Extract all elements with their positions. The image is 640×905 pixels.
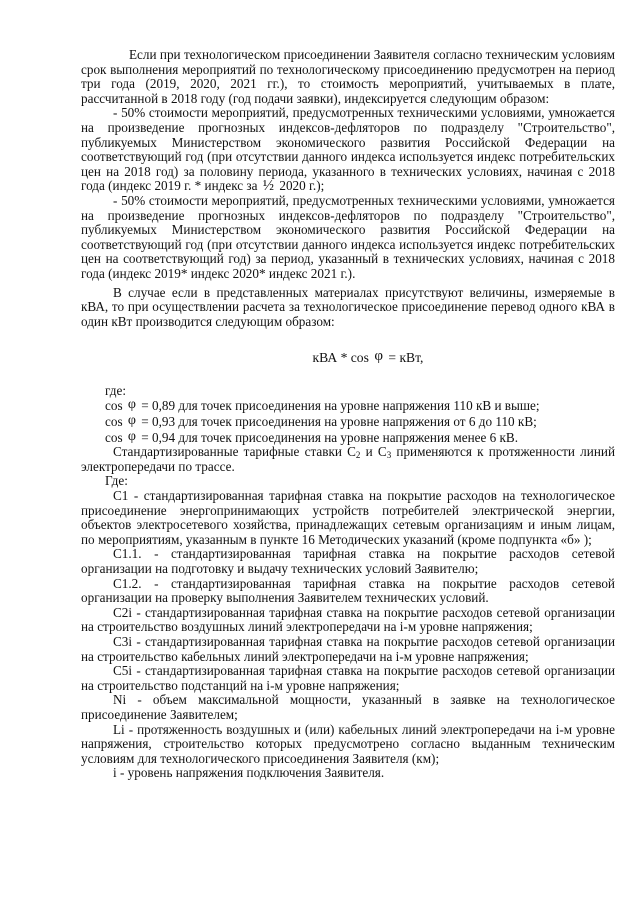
definition-c1-2: С1.2. - стандартизированная тарифная ставка на покрытие расходов сетевой организации на проверку выполнения Заявителем технических условий. [81,575,615,606]
one-half-fraction: ½ [262,178,275,195]
definition-ni: Ni - объем максимальной мощности, указанный в заявке на технологическое присоединение Заявителем; [81,692,615,722]
paragraph-half-period [81,106,615,194]
paragraph-half-period-text: - 50% стоимости мероприятий, предусмотренных техническими условиями, умножается на произведение прогнозных индексов-дефляторов по подразделу "Строительство", публикуемых Министерством экономического развития Российской Федерации на соответствующий год (при отсутствии данного индекса используется индекс потребительских цен на 2018 год) за половину периода, указанного в технических условиях, начиная с 2018 года (индекс 2019 г. * индекс за [81,105,615,194]
formula-right: = кВт, [388,350,424,366]
formula-left: кВА * cos [312,350,369,366]
paragraph-indexation-intro: Если при технологическом присоединении Заявителя согласно техническим условиям срок выполнения мероприятий по технологическому присоединению предусмотрен на период три года (2019, 2020, 2021 гг.), то стоимость мероприятий, учитываемых в плате, рассчитанной в 2018 году (год подачи заявки), индексируется следующим образом: [81,47,615,106]
definition-c1-1: С1.1. - стандартизированная тарифная ставка на покрытие расходов сетевой организации на подготовку и выдачу технических условий Заявителю; [81,546,615,576]
tariff-rates-text-c: применяются к протяженности линий электропередачи по трассе. [81,444,615,474]
paragraph-tariff-rates [81,445,615,474]
definition-c2i: С2i - стандартизированная тарифная ставка на покрытие расходов сетевой организации на строительство воздушных линий электропередачи на i-м уровне напряжения; [81,604,615,635]
definition-c5i: С5i - стандартизированная тарифная ставка на покрытие расходов сетевой организации на строительство подстанций на i-м уровне напряжения; [81,663,615,693]
definition-li: Li - протяженность воздушных и (или) кабельных линий электропередачи на i-м уровне напряжения, строительство которых предусмотрено согласно выданным техническим условиям для технологического присоединения Заявителя (км); [81,721,615,766]
definition-c1: С1 - стандартизированная тарифная ставка на покрытие расходов на технологическое присоединение энергопринимающих устройств потребителей электрической энергии, объектов электросетевого хозяйства, принадлежащих сетевым организациям и иным лицам, по мероприятиям, указанным в пункте 16 Методических указаний (кроме подпункта «б» ); [81,488,615,547]
subscript-2: 2 [355,450,361,461]
where-label-2: Где: [105,473,128,489]
tariff-rates-text-a: Стандартизированные тарифные ставки С [113,444,356,460]
phi-symbol: φ [127,397,136,413]
paragraph-kva-conversion: В случае если в представленных материалах присутствуют величины, измеряемые в кВА, то при осуществлении расчета за технологическое присоединение перевод одного кВА в один кВт производится следующим образом: [81,284,615,329]
cos-label: cos [105,398,123,414]
where-label: где: [105,382,126,398]
subscript-3: 3 [386,450,392,461]
cos-value-text: = 0,89 для точек присоединения на уровне напряжения 110 кВ и выше; [141,398,540,414]
cos-value-text: = 0,93 для точек присоединения на уровне напряжения от 6 до 110 кВ; [141,414,537,430]
document-body [81,48,615,781]
paragraph-full-period: - 50% стоимости мероприятий, предусмотренных техническими условиями, умножается на произведение прогнозных индексов-дефляторов по подразделу "Строительство", публикуемых Министерством экономического развития Российской Федерации на соответствующий год (при отсутствии данного индекса используется индекс потребительских цен на соответствующий год) за период, указанный в технических условиях, начиная с 2018 года (индекс 2019* индекс 2020* индекс 2021 г.). [81,192,615,281]
definition-i: i - уровень напряжения подключения Заявителя. [113,765,385,781]
phi-symbol: φ [127,413,136,429]
tariff-rates-text-b: и С [365,444,387,460]
phi-symbol: φ [374,348,383,365]
cos-line-110kv [81,398,615,414]
cos-line-below-6kv [81,430,615,446]
paragraph-half-period-end: 2020 г.); [279,178,325,194]
phi-symbol: φ [127,428,136,444]
cos-value-text: = 0,94 для точек присоединения на уровне напряжения менее 6 кВ. [141,429,519,445]
cos-line-6-110kv [81,414,615,430]
cos-label: cos [105,414,123,430]
definition-c3i: С3i - стандартизированная тарифная ставка на покрытие расходов сетевой организации на строительство кабельных линий электропередачи на i-м уровне напряжения; [81,633,615,664]
cos-label: cos [105,429,123,445]
conversion-formula [121,349,615,366]
